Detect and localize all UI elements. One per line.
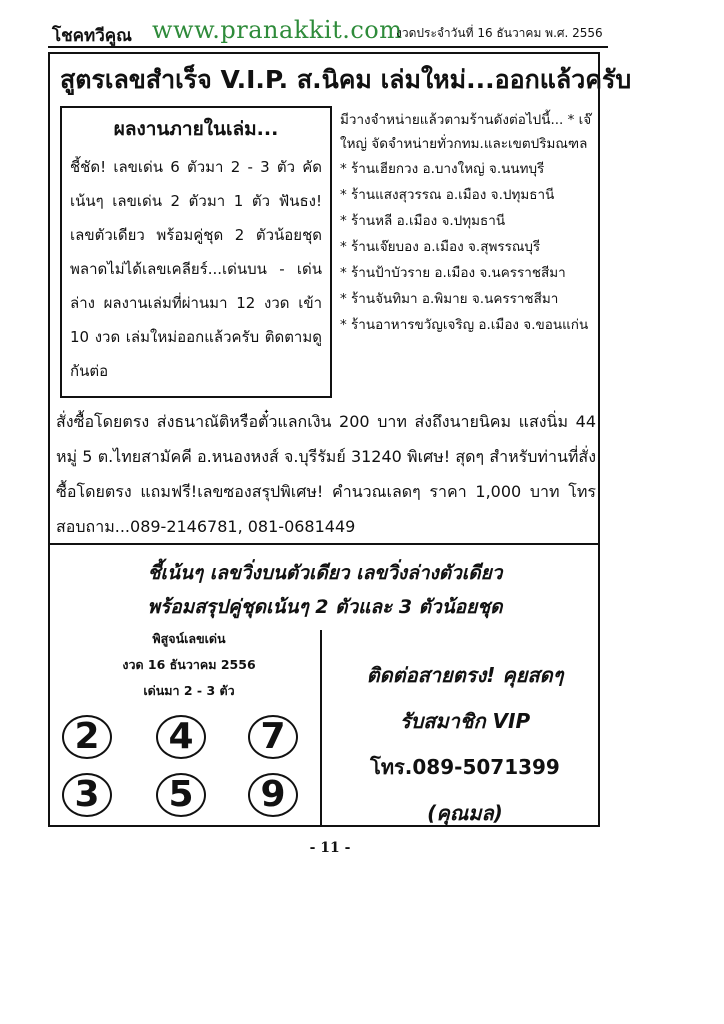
proof-result: เด่นมา 2 - 3 ตัว — [143, 683, 235, 698]
shop-item: * ร้านอาหารขวัญเจริญ อ.เมือง จ.ขอนแก่น — [340, 317, 589, 333]
column-divider — [320, 630, 322, 827]
lucky-number-circle: 4 — [156, 715, 206, 759]
promo-block — [60, 556, 590, 624]
shop-item: * ร้านเฮียกวง อ.บางใหญ่ จ.นนทบุรี — [340, 161, 545, 177]
lucky-number-circle: 7 — [248, 715, 298, 759]
lucky-number-circle: 5 — [156, 773, 206, 817]
page-header — [48, 18, 608, 48]
proof-heading: พิสูจน์เลขเด่น — [152, 631, 226, 646]
lucky-number-circle: 9 — [248, 773, 298, 817]
magazine-name: โชคทวีคูณ — [52, 26, 132, 46]
promo-line-2: พร้อมสรุปคู่ชุดเน้นๆ 2 ตัวและ 3 ตัวน้อยชุด — [147, 596, 503, 618]
results-box — [60, 106, 332, 398]
lucky-number-circle: 3 — [62, 773, 112, 817]
page-number: - 11 - — [309, 840, 351, 856]
contact-block — [330, 652, 600, 836]
proof-block — [64, 626, 314, 704]
proof-date: งวด 16 ธันวาคม 2556 — [122, 657, 256, 672]
contact-line-1: ติดต่อสายตรง! คุยสดๆ — [366, 663, 564, 687]
shop-list-intro: มีวางจำหน่ายแล้วตามร้านดังต่อไปนี้... * เจ๊ใหญ่ จัดจำหน่ายทั่วกทม.และเขตปริมณฑล — [340, 112, 592, 152]
contact-line-2: รับสมาชิก VIP — [399, 709, 531, 733]
shop-item: * ร้านป้าบัวราย อ.เมือง จ.นครราชสีมา — [340, 265, 566, 281]
shop-item: * ร้านจันทิมา อ.พิมาย จ.นครราชสีมา — [340, 291, 559, 307]
header-rule — [48, 46, 608, 48]
issue-date: งวดประจำวันที่ 16 ธันวาคม พ.ศ. 2556 — [396, 26, 603, 40]
results-box-title: ผลงานภายในเล่ม... — [113, 118, 279, 140]
ad-title: สูตรเลขสำเร็จ V.I.P. ส.นิคม เล่มใหม่...ออกแล้วครับ — [60, 65, 632, 94]
shop-item: * ร้านหลี อ.เมือง จ.ปทุมธานี — [340, 213, 506, 229]
website-url: www.pranakkit.com — [152, 16, 403, 44]
order-info: สั่งซื้อโดยตรง ส่งธนาณัติหรือตั๋วแลกเงิน 200 บาท ส่งถึงนายนิคม แสงนิ่ม 44 หมู่ 5 ต.ไทยสามัคคี อ.หนองหงส์ จ.บุรีรัมย์ 31240 พิเศษ! สุดๆ สำหรับท่านที่สั่งซื้อโดยตรง แถมฟรี!เลขซองสรุปพิเศษ! คำนวณเลดๆ ราคา 1,000 บาท โทรสอบถาม...089-2146781, 081-0681449 — [56, 412, 596, 536]
contact-name: (คุณมล) — [427, 801, 503, 825]
lucky-number-circle: 2 — [62, 715, 112, 759]
shop-item: * ร้านแสงสุวรรณ อ.เมือง จ.ปทุมธานี — [340, 187, 555, 203]
promo-line-1: ชี้เน้นๆ เลขวิ่งบนตัวเดียว เลขวิ่งล่างตัวเดียว — [147, 562, 503, 584]
section-divider — [48, 543, 600, 545]
contact-phone: โทร.089-5071399 — [370, 755, 560, 779]
shop-list — [340, 108, 596, 338]
shop-item: * ร้านเจ๊ยบอง อ.เมือง จ.สุพรรณบุรี — [340, 239, 541, 255]
results-box-text: ชี้ชัด! เลขเด่น 6 ตัวมา 2 - 3 ตัว คัดเน้นๆ เลขเด่น 2 ตัวมา 1 ตัว ฟันธง! เลขตัวเดียว พร้อมคู่ชุด 2 ตัวน้อยชุด พลาดไม่ได้เลขเคลียร์...เด่นบน - เด่นล่าง ผลงานเล่มที่ผ่านมา 12 งวด เข้า 10 งวด เล่มใหม่ออกแล้วครับ ติดตามดูกันต่อ — [70, 158, 322, 380]
